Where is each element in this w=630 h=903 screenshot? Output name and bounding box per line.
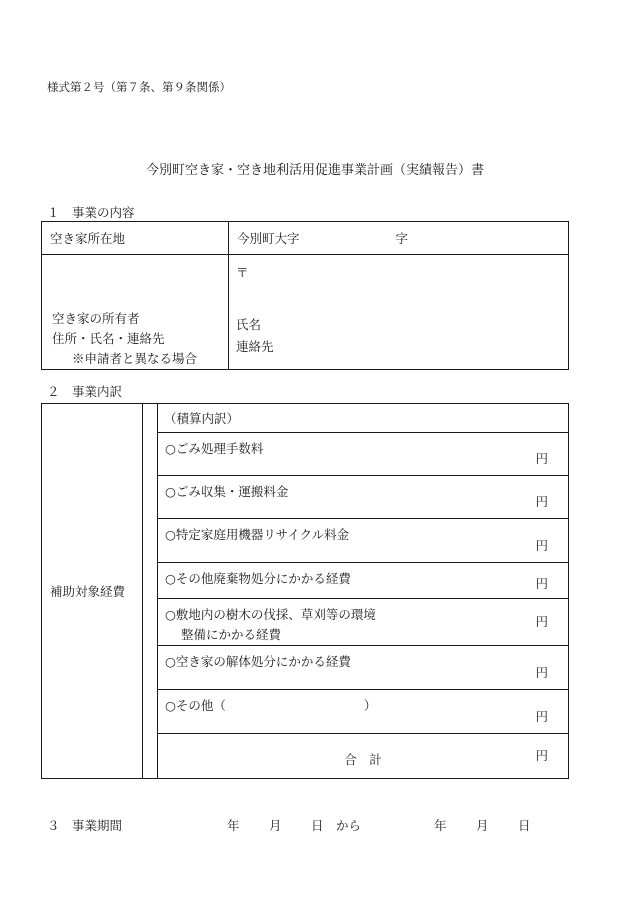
item-row[interactable] bbox=[158, 563, 569, 599]
item-label-line2: 整備にかかる経費 bbox=[181, 627, 282, 642]
yen-unit: 円 bbox=[535, 575, 548, 591]
category-cell bbox=[42, 404, 143, 779]
item-label-line1: ○敷地内の樹木の伐採、草刈等の環境 bbox=[165, 607, 376, 622]
owner-label-line1: 空き家の所有者 bbox=[52, 311, 140, 326]
total-label: 合 計 bbox=[344, 752, 382, 767]
section3-heading: ３ 事業期間 bbox=[47, 818, 123, 833]
end-year: 年 bbox=[434, 818, 447, 833]
location-prefix: 今別町大字 bbox=[237, 231, 300, 246]
item-row[interactable] bbox=[158, 646, 569, 690]
form-number: 様式第２号（第７条、第９条関係） bbox=[47, 80, 231, 94]
location-label-cell bbox=[42, 222, 229, 255]
start-year: 年 bbox=[227, 818, 240, 833]
end-day: 日 bbox=[518, 818, 531, 833]
owner-label-line2: 住所・氏名・連絡先 bbox=[52, 331, 165, 346]
end-month: 月 bbox=[476, 818, 489, 833]
other-close: ） bbox=[363, 698, 377, 713]
start-day: 日 bbox=[311, 818, 324, 833]
item-row[interactable] bbox=[158, 599, 569, 646]
item-label: ○ごみ処理手数料 bbox=[165, 441, 264, 456]
item-label bbox=[165, 696, 376, 716]
breakdown-header: （積算内訳） bbox=[164, 411, 240, 426]
owner-row bbox=[42, 255, 569, 370]
name-label: 氏名 bbox=[236, 317, 262, 332]
total-row[interactable] bbox=[158, 734, 569, 779]
yen-unit: 円 bbox=[535, 493, 548, 509]
breakdown-header-cell bbox=[158, 404, 569, 433]
yen-unit: 円 bbox=[535, 708, 548, 724]
location-value-cell[interactable] bbox=[229, 222, 569, 255]
category-label: 補助対象経費 bbox=[50, 584, 126, 599]
yen-unit: 円 bbox=[535, 614, 548, 629]
item-label: ○ごみ収集・運搬料金 bbox=[165, 484, 289, 499]
other-open: ○その他（ bbox=[165, 698, 226, 713]
section1-heading: １ 事業の内容 bbox=[47, 205, 135, 220]
item-label bbox=[165, 605, 376, 645]
postal-mark: 〒 bbox=[236, 265, 249, 280]
location-label: 空き家所在地 bbox=[50, 231, 126, 246]
document-title: 今別町空き家・空き地利活用促進事業計画（実績報告）書 bbox=[145, 163, 484, 178]
yen-unit: 円 bbox=[535, 748, 548, 763]
business-content-table bbox=[41, 221, 569, 370]
item-label: ○空き家の解体処分にかかる経費 bbox=[165, 654, 351, 669]
owner-label-cell bbox=[42, 255, 229, 370]
item-row[interactable] bbox=[158, 476, 569, 519]
start-month: 月 bbox=[269, 818, 282, 833]
contact-label: 連絡先 bbox=[236, 339, 274, 354]
item-row[interactable] bbox=[158, 690, 569, 734]
business-breakdown-table bbox=[41, 403, 569, 779]
owner-label-note: ※申請者と異なる場合 bbox=[72, 351, 198, 366]
yen-unit: 円 bbox=[535, 537, 548, 553]
period-from: から bbox=[336, 818, 362, 833]
spacer-column bbox=[143, 404, 158, 779]
yen-unit: 円 bbox=[535, 450, 548, 466]
location-row bbox=[42, 222, 569, 255]
owner-value-cell[interactable] bbox=[229, 255, 569, 370]
item-row[interactable] bbox=[158, 433, 569, 476]
location-suffix: 字 bbox=[395, 231, 409, 246]
section2-heading: ２ 事業内訳 bbox=[47, 384, 123, 399]
item-row[interactable] bbox=[158, 519, 569, 563]
yen-unit: 円 bbox=[535, 664, 548, 680]
item-label: ○特定家庭用機器リサイクル料金 bbox=[165, 527, 350, 542]
item-label: ○その他廃棄物処分にかかる経費 bbox=[165, 571, 351, 586]
